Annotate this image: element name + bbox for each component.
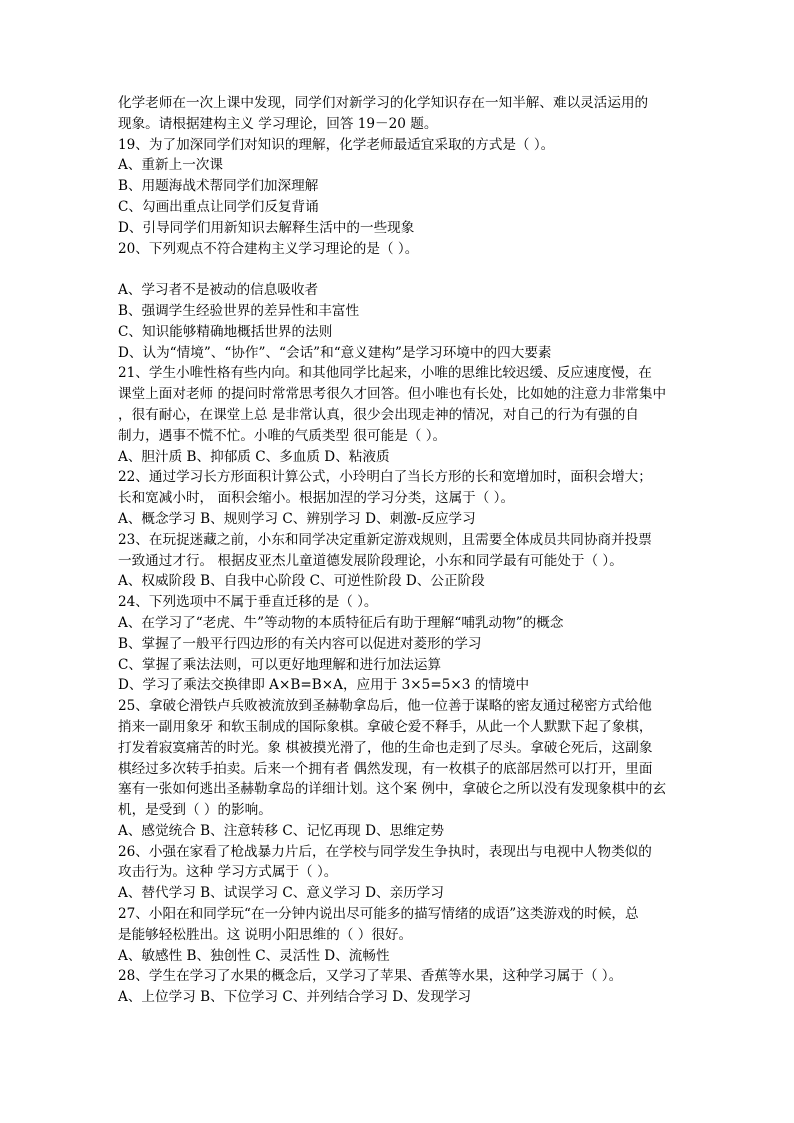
text-line: 捎来一副用象牙 和软玉制成的国际象棋。拿破仑爱不释手，从此一个人默默下起了象棋， xyxy=(118,718,653,735)
text-line: 攻击行为。这种 学习方式属于（ ）。 xyxy=(118,864,338,881)
text-line: B、用题海战术帮同学们加深理解 xyxy=(118,178,319,195)
text-line: A、概念学习 B、规则学习 C、辨别学习 D、刺激-反应学习 xyxy=(118,510,476,527)
text-line: C、掌握了乘法法则，可以更好地理解和进行加法运算 xyxy=(118,656,442,673)
text-line: A、胆汁质 B、抑郁质 C、多血质 D、粘液质 xyxy=(118,448,390,465)
text-line: C、勾画出重点让同学们反复背诵 xyxy=(118,198,319,215)
text-line: A、替代学习 B、试误学习 C、意义学习 D、亲历学习 xyxy=(118,885,444,902)
text-line: 22、通过学习长方形面积计算公式，小玲明白了当长方形的长和宽增加时，面积会增大； xyxy=(118,469,652,486)
text-line: D、认为“情境”、“协作”、“会话”和“意义建构”是学习环境中的四大要素 xyxy=(118,344,552,361)
text-line: 23、在玩捉迷藏之前，小东和同学决定重新定游戏规则，且需要全体成员共同协商并投票 xyxy=(118,531,652,548)
text-line: ，很有耐心，在课堂上总 是非常认真，很少会出现走神的情况，对自己的行为有强的自 xyxy=(118,406,639,423)
text-line: 24、下列选项中不属于垂直迁移的是（ ）。 xyxy=(118,594,378,611)
text-line: 19、为了加深同学们对知识的理解，化学老师最适宜采取的方式是（ ）。 xyxy=(118,136,555,153)
text-line: A、敏感性 B、独创性 C、灵活性 D、流畅性 xyxy=(118,947,390,964)
text-line: 28、学生在学习了水果的概念后，又学习了苹果、香蕉等水果，这种学习属于（ ）。 xyxy=(118,968,623,985)
text-line: 塞有一张如何逃出圣赫勒拿岛的详细计划。这个案 例中，拿破仑之所以没有发现象棋中的玄 xyxy=(118,781,667,798)
text-line: B、强调学生经验世界的差异性和丰富性 xyxy=(118,302,360,319)
text-line: 机，是受到（ ）的影响。 xyxy=(118,802,272,819)
text-line: 25、拿破仑滑铁卢兵败被流放到圣赫勒拿岛后，他一位善于谋略的密友通过秘密方式给他 xyxy=(118,698,652,715)
text-line: 长和宽减小时， 面积会缩小。根据加涅的学习分类，这属于（ ）。 xyxy=(118,490,515,507)
text-line: A、权威阶段 B、自我中心阶段 C、可逆性阶段 D、公正阶段 xyxy=(118,573,485,590)
text-line: A、重新上一次课 xyxy=(118,157,223,174)
text-line: 棋经过多次转手拍卖。后来一个拥有者 偶然发现，有一枚棋子的底部居然可以打开，里面 xyxy=(118,760,653,777)
text-line: C、知识能够精确地概括世界的法则 xyxy=(118,323,333,340)
text-line: 化学老师在一次上课中发现，同学们对新学习的化学知识存在一知半解、难以灵活运用的 xyxy=(118,95,649,111)
text-line: A、感觉统合 B、注意转移 C、记忆再现 D、思维定势 xyxy=(118,822,444,839)
text-line: A、在学习了“老虎、牛”等动物的本质特征后有助于理解“哺乳动物”的概念 xyxy=(118,614,564,631)
text-line: 20、下列观点不符合建构主义学习理论的是（ ）。 xyxy=(118,240,419,257)
blank-line xyxy=(118,259,694,280)
text-line: A、学习者不是被动的信息吸收者 xyxy=(118,282,319,299)
text-line: 21、学生小唯性格有些内向。和其他同学比起来，小唯的思维比较迟缓、反应速度慢，在 xyxy=(118,365,652,382)
text-line: D、学习了乘法交换律即 A×B=B×A，应用于 3×5=5×3 的情境中 xyxy=(118,677,530,694)
text-line: 课堂上面对老师 的提问时常常思考很久才回答。但小唯也有长处，比如她的注意力非常集中 xyxy=(118,386,667,403)
text-line: 27、小阳在和同学玩“在一分钟内说出尽可能多的描写情绪的成语”这类游戏的时候，总 xyxy=(118,906,639,923)
text-line: 打发着寂寞痛苦的时光。象 棋被摸光滑了，他的生命也走到了尽头。拿破仑死后，这副象 xyxy=(118,739,653,756)
text-line: 一致通过才行。 根据皮亚杰儿童道德发展阶段理论，小东和同学最有可能处于（ ）。 xyxy=(118,552,623,569)
text-line: D、引导同学们用新知识去解释生活中的一些现象 xyxy=(118,219,415,236)
text-line: A、上位学习 B、下位学习 C、并列结合学习 D、发现学习 xyxy=(118,989,472,1006)
text-line: 26、小强在家看了枪战暴力片后，在学校与同学发生争执时，表现出与电视中人物类似的 xyxy=(118,843,652,860)
text-line: 是能够轻松胜出。这 说明小阳思维的（ ）很好。 xyxy=(118,926,413,943)
text-line: 现象。请根据建构主义 学习理论，回答 19－20 题。 xyxy=(118,115,438,132)
text-line: 制力，遇事不慌不忙。小唯的气质类型 很可能是（ ）。 xyxy=(118,427,447,444)
text-line: B、掌握了一般平行四边形的有关内容可以促进对菱形的学习 xyxy=(118,635,482,652)
